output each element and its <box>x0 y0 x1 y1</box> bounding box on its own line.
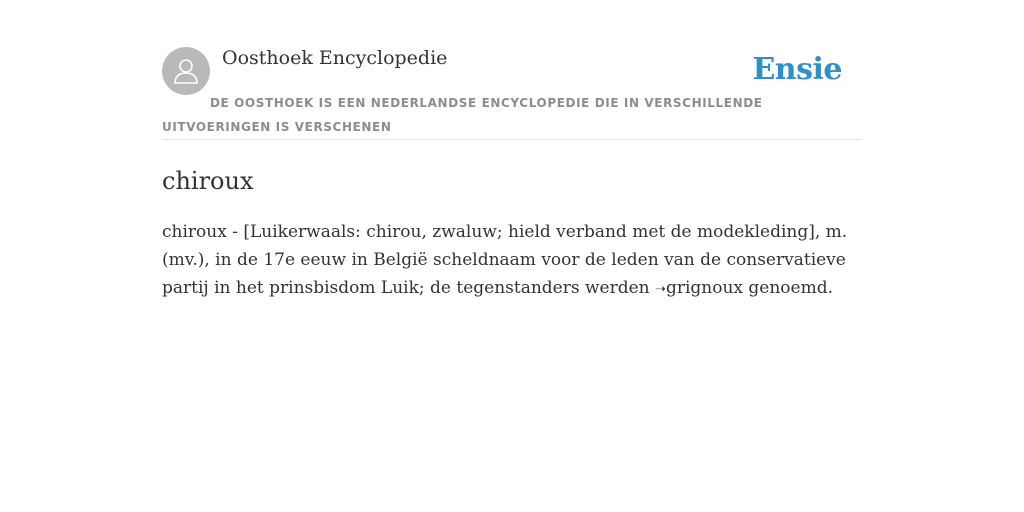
avatar[interactable] <box>162 47 210 95</box>
header <box>162 47 862 140</box>
brand-logo[interactable]: Ensie <box>752 52 842 87</box>
arrow-right-icon: ➝ <box>655 282 666 297</box>
definition-text: chiroux - [Luikerwaals: chirou, zwaluw; hield verband met de modekleding], m. (mv.), in de 17e eeuw in België scheldnaam voor de leden van de conservatieve partij in het prinsbisdom Luik; de tegenstanders werden <box>162 222 848 298</box>
page <box>162 0 862 304</box>
site-tagline: DE OOSTHOEK IS EEN NEDERLANDSE ENCYCLOPEDIE DIE IN VERSCHILLENDE UITVOERINGEN IS VERSCHENEN <box>162 96 763 134</box>
crossref-link-grignoux[interactable] <box>655 278 743 298</box>
user-icon <box>171 56 201 86</box>
entry-title: chiroux <box>162 167 254 195</box>
site-title[interactable]: Oosthoek Encyclopedie <box>222 47 448 69</box>
definition-end: genoemd. <box>743 278 834 298</box>
crossref-label: grignoux <box>665 278 744 298</box>
entry-definition <box>162 218 862 304</box>
